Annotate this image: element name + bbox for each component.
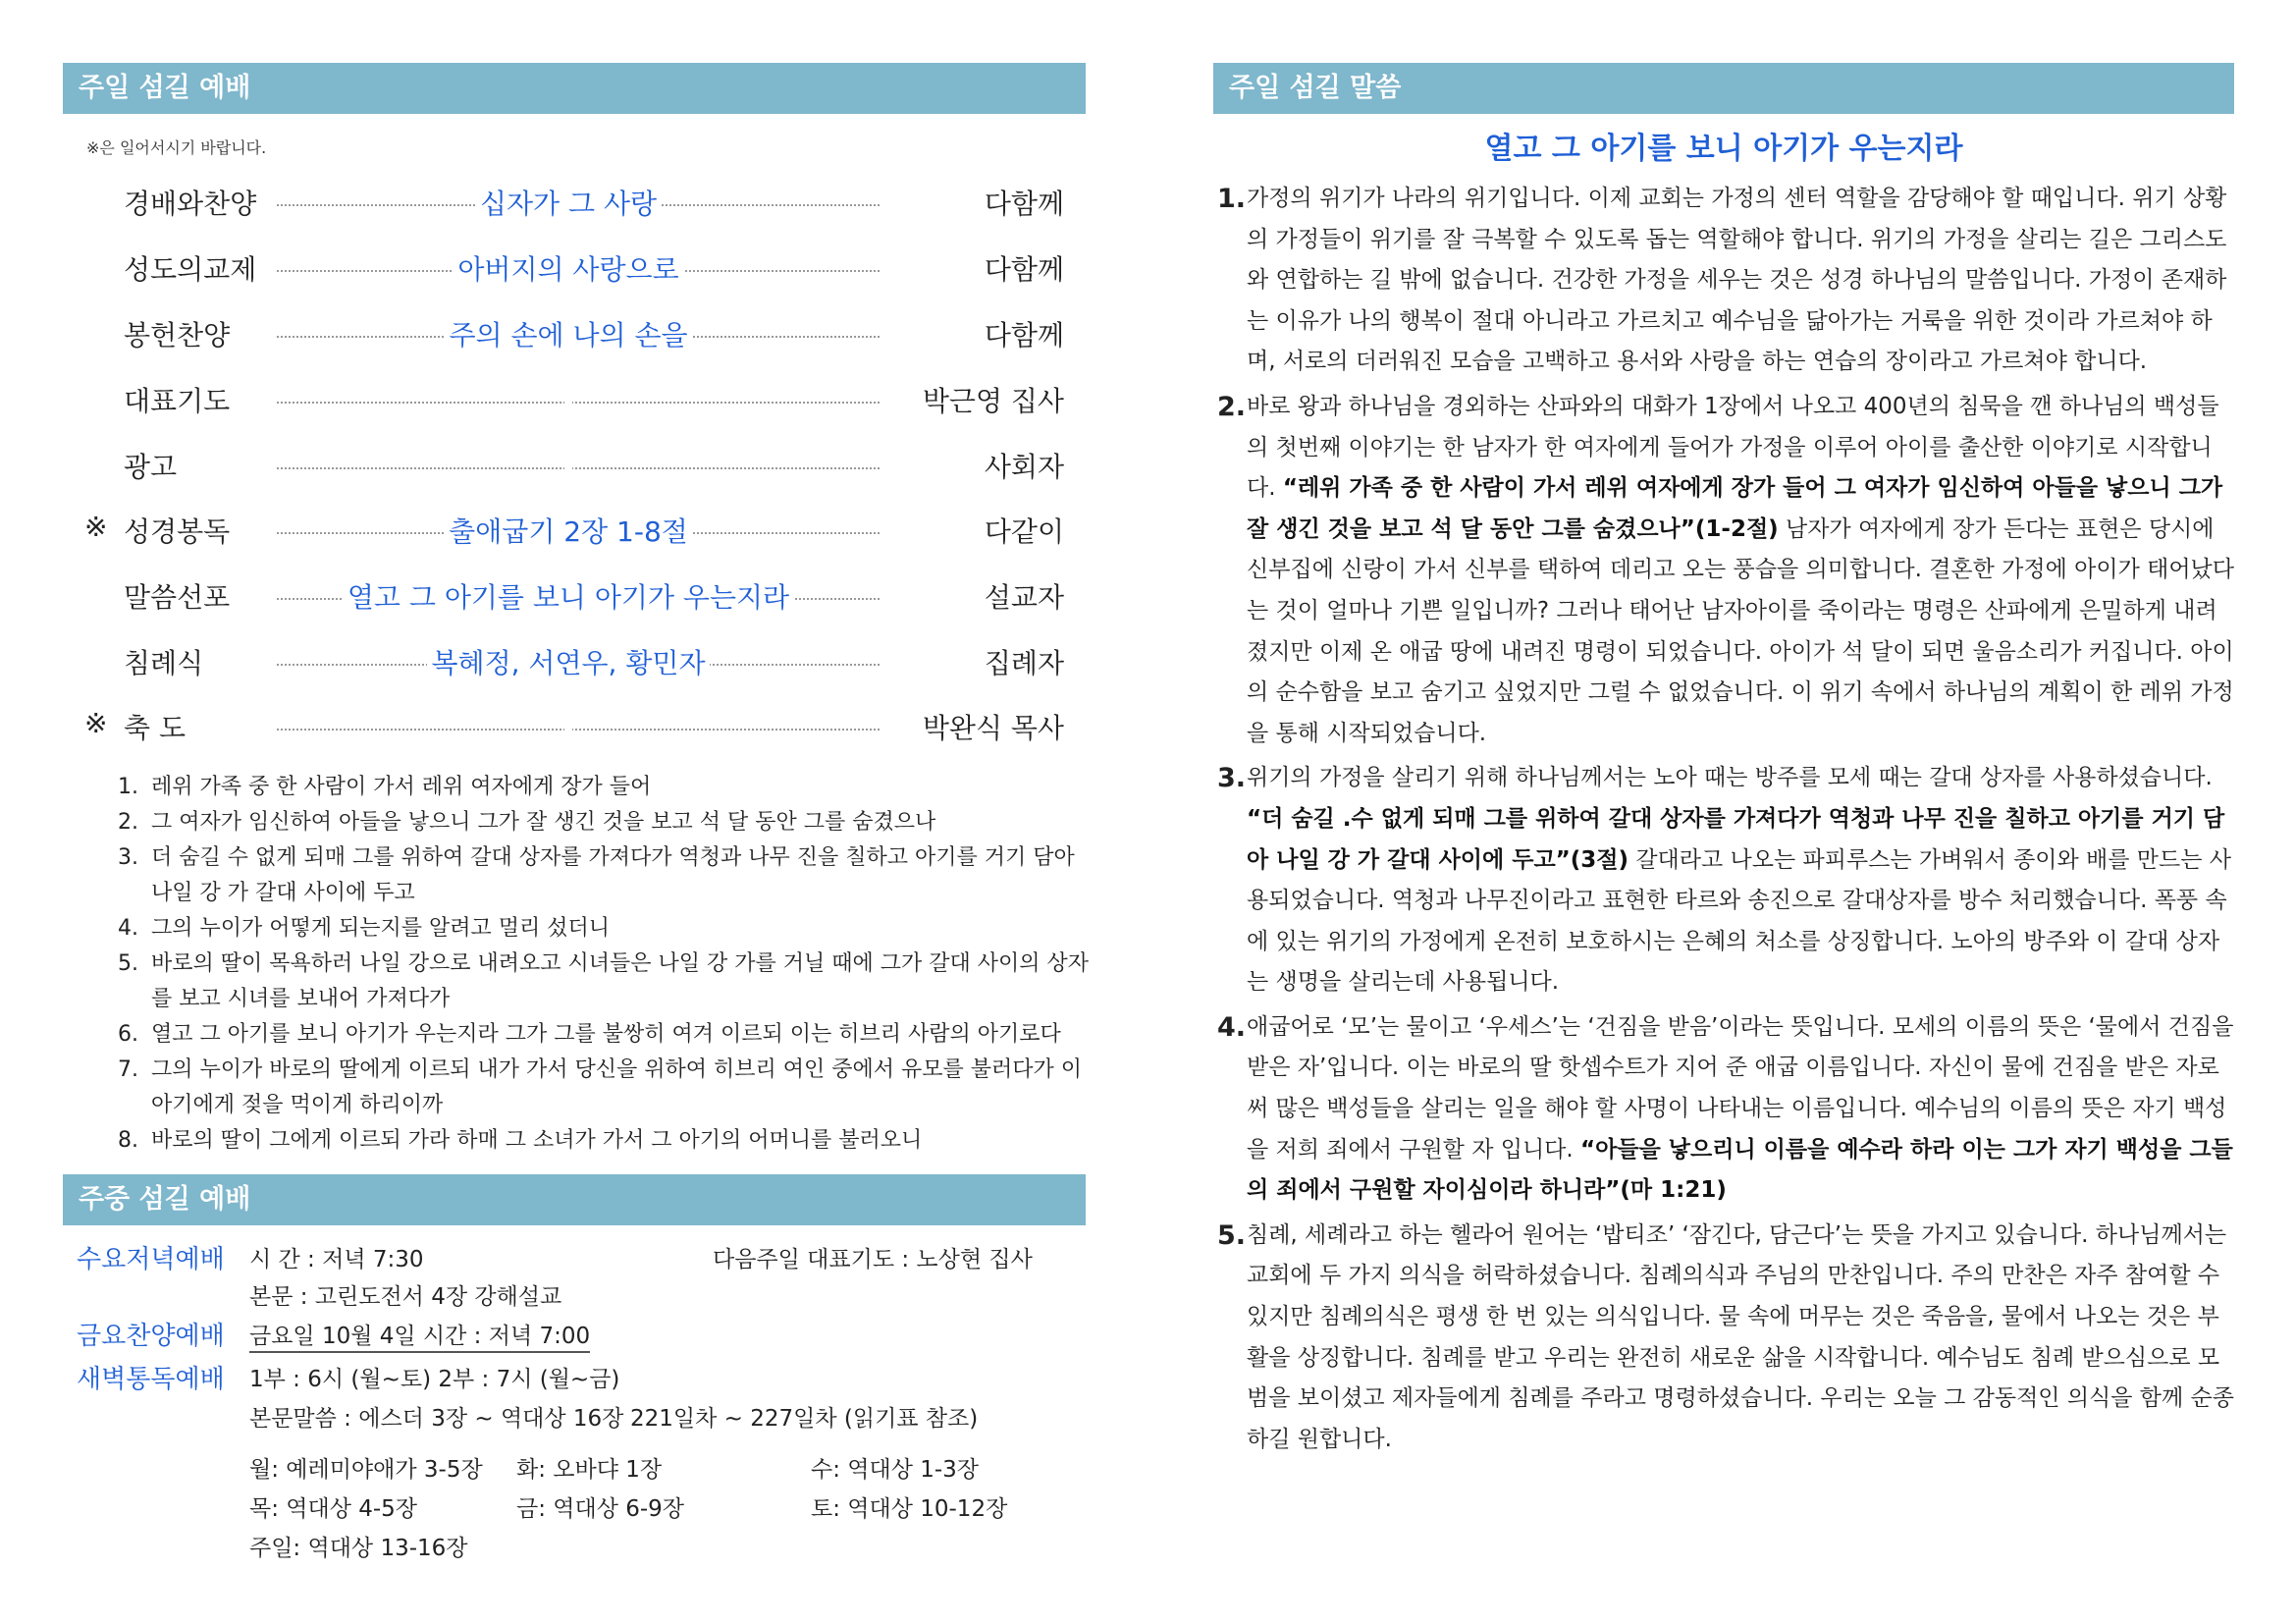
dawn-time: 1부 : 6시 (월~토) 2부 : 7시 (월~금) bbox=[249, 1367, 620, 1392]
point-number: 5. bbox=[1217, 1219, 1247, 1251]
scripture-quote: “아들을 낳으리니 이름을 예수라 하라 이는 그가 자기 백성을 그들의 죄에서 구원할 자이심이라 하니라”(마 1:21) bbox=[1247, 1136, 2233, 1204]
order-item-content bbox=[564, 707, 572, 739]
wednesday-service-label: 수요저녁예배 bbox=[77, 1245, 225, 1274]
verse-number: 3. bbox=[118, 845, 138, 870]
verse-text: 더 숨길 수 없게 되매 그를 위하여 갈대 상자를 가져다가 역청과 나무 진을 칠하고 아기를 거기 담아 나일 강 가 갈대 사이에 두고 bbox=[151, 845, 1075, 905]
sermon-point bbox=[1213, 758, 2234, 1003]
order-item-name: 경배와찬양 bbox=[124, 188, 257, 220]
scripture-quote: “더 숨길 .수 없게 되매 그를 위하여 갈대 상자를 가져다가 역청과 나무 진을 칠하고 아기를 거기 담아 나일 강 가 갈대 사이에 두고”(3절) bbox=[1247, 805, 2225, 873]
order-item-content: 주의 손에 나의 손을 bbox=[445, 319, 691, 352]
worship-order-row bbox=[63, 314, 1064, 353]
verse-text: 레위 가족 중 한 사람이 가서 레위 여자에게 장가 들어 bbox=[151, 775, 652, 799]
verse-text: 열고 그 아기를 보니 아기가 우는지라 그가 그를 불쌍히 여겨 이르되 이는 히브리 사람의 아기로다 bbox=[151, 1022, 1061, 1047]
worship-order-row bbox=[63, 642, 1064, 681]
order-item-name: 봉헌찬양 bbox=[124, 319, 231, 352]
worship-order-row bbox=[63, 511, 1064, 550]
point-number: 2. bbox=[1217, 391, 1247, 422]
point-text: 위기의 가정을 살리기 위해 하나님께서는 노아 때는 방주를 모세 때는 갈대 상자를 사용하셨습니다. bbox=[1247, 765, 2213, 791]
order-item-leader: 다함께 bbox=[984, 319, 1064, 352]
dawn-reading-range: 본문말씀 : 에스더 3장 ~ 역대상 16장 bbox=[249, 1406, 624, 1432]
order-item-content bbox=[564, 380, 572, 412]
scripture-quote: “레위 가족 중 한 사람이 가서 레위 여자에게 장가 들어 그 여자가 임신하여 아들을 낳으니 그가 잘 생긴 것을 보고 석 달 동안 그를 숨겼으나”(1-2절) bbox=[1247, 475, 2223, 542]
order-item-content bbox=[564, 446, 572, 478]
order-item-content: 출애굽기 2장 1-8절 bbox=[445, 515, 692, 548]
verse-text: 바로의 딸이 그에게 이르되 가라 하매 그 소녀가 가서 그 아기의 어머니를 불러오니 bbox=[151, 1128, 923, 1153]
point-text: 애굽어로 ‘모’는 물이고 ‘우세스’는 ‘건짐을 받음’이라는 뜻입니다. 모세의 이름의 뜻은 ‘물에서 건짐을 받은 자’입니다. 이는 바로의 딸 핫셉수트가 지어 준 애굽 이름입니다. 자신이 물에 건짐을 받은 자로써 많은 백성들을 살리는 일을 해야 할 사명이 나타내는 이름입니다. 예수님의 이름의 뜻은 자기 백성을 저희 죄에서 구원할 자 입니다. bbox=[1247, 1013, 2234, 1163]
verse-item bbox=[118, 947, 1099, 1017]
sermon-point bbox=[1213, 387, 2234, 754]
reading-fri: 금: 역대상 6-9장 bbox=[516, 1496, 685, 1522]
sermon-column bbox=[1213, 0, 2234, 1624]
friday-time: 금요일 10월 4일 시간 : 저녁 7:00 bbox=[249, 1324, 590, 1353]
verse-item bbox=[118, 1123, 1099, 1159]
point-text: 가정의 위기가 나라의 위기입니다. 이제 교회는 가정의 센터 역할을 감당해야 할 때입니다. 위기 상황의 가정들이 위기를 잘 극복할 수 있도록 돕는 역할해야 합니다. 위기의 가정을 살리는 길은 그리스도와 연합하는 길 밖에 없습니다. 건강한 가정을 세우는 것은 성경 하나님의 말씀입니다. 가정이 존재하는 이유가 나의 행복이 절대 아니라고 가르치고 예수님을 닮아가는 거룩을 위한 것이라 가르쳐야 하며, 서로의 더러워진 모습을 고백하고 용서와 사랑을 하는 연습의 장이라고 가르쳐야 합니다. bbox=[1247, 186, 2227, 375]
order-item-leader: 집례자 bbox=[984, 647, 1064, 679]
order-item-content: 복혜정, 서연우, 황민자 bbox=[427, 647, 709, 679]
order-item-leader: 박근영 집사 bbox=[922, 385, 1064, 417]
verse-text: 그의 누이가 어떻게 되는지를 알려고 멀리 섰더니 bbox=[151, 916, 611, 941]
order-item-leader: 다함께 bbox=[984, 253, 1064, 286]
verse-text: 바로의 딸이 목욕하러 나일 강으로 내려오고 시녀들은 나일 강 가를 거닐 때에 그가 갈대 사이의 상자를 보고 시녀를 보내어 가져다가 bbox=[151, 951, 1089, 1011]
worship-order-row bbox=[63, 446, 1064, 485]
sermon-points bbox=[1213, 179, 2234, 1464]
sermon-point bbox=[1213, 179, 2234, 383]
sermon-point bbox=[1213, 1216, 2234, 1461]
worship-order-row bbox=[63, 380, 1064, 419]
friday-service-label: 금요찬양예배 bbox=[77, 1322, 225, 1351]
order-item-content: 열고 그 아기를 보니 아기가 우는지라 bbox=[344, 581, 793, 614]
point-text: 바로 왕과 하나님을 경외하는 산파와의 대화가 1장에서 나오고 400년의 침묵을 깬 하나님의 백성들의 첫번째 이야기는 한 남자가 한 여자에게 들어가 가정을 이루어 아이를 출산한 이야기로 시작합니다. bbox=[1247, 393, 2219, 502]
point-text: 침례, 세례라고 하는 헬라어 원어는 ‘밥티조’ ‘잠긴다, 담근다’는 뜻을 가지고 있습니다. 하나님께서는 교회에 두 가지 의식을 허락하셨습니다. 침례의식과 주님의 만찬입니다. 주의 만찬은 자주 참여할 수 있지만 침례의식은 평생 한 번 있는 의식입니다. 물 속에 머무는 것은 죽음을, 물에서 나오는 것은 부활을 상징합니다. 침례를 받고 우리는 완전히 새로운 삶을 시작합니다. 예수님도 침례 받으심으로 모범을 보이셨고 제자들에게 침례를 주라고 명령하셨습니다. 우리는 오늘 그 감동적인 의식을 함께 순종하길 원합니다. bbox=[1247, 1221, 2234, 1452]
verse-item bbox=[118, 770, 1099, 805]
order-item-name: 성도의교제 bbox=[124, 253, 257, 286]
verse-item bbox=[118, 840, 1099, 911]
verse-text: 그 여자가 임신하여 아들을 낳으니 그가 잘 생긴 것을 보고 석 달 동안 그를 숨겼으나 bbox=[151, 810, 936, 835]
order-item-leader: 설교자 bbox=[984, 581, 1064, 614]
standing-mark: ※ bbox=[84, 511, 108, 543]
reading-sun: 주일: 역대상 13-16장 bbox=[249, 1536, 468, 1561]
order-item-name: 성경봉독 bbox=[124, 515, 231, 548]
worship-order-row bbox=[63, 183, 1064, 222]
verse-item bbox=[118, 911, 1099, 947]
point-text: 남자가 여자에게 장가 든다는 표현은 당시에 신부집에 신랑이 가서 신부를 택하여 데리고 오는 풍습을 의미합니다. 결혼한 가정에 아이가 태어났다는 것이 얼마나 기쁜 일입니까? 그러나 태어난 남자아이를 죽이라는 명령은 산파에게 은밀하게 내려졌지만 이제 온 애굽 땅에 내려진 명령이 되었습니다. 아이가 석 달이 되면 울음소리가 커집니다. 아이의 순수함을 보고 숨기고 싶었지만 그럴 수 없었습니다. 이 위기 속에서 하나님의 계획이 한 레위 가정을 통해 시작되었습니다. bbox=[1247, 515, 2234, 746]
order-item-content: 아버지의 사랑으로 bbox=[454, 253, 682, 286]
reading-tue: 화: 오바댜 1장 bbox=[516, 1457, 663, 1483]
verse-item bbox=[118, 1053, 1099, 1123]
worship-order-row bbox=[63, 576, 1064, 616]
order-item-leader: 박완식 목사 bbox=[922, 712, 1064, 744]
order-item-name: 말씀선포 bbox=[124, 581, 231, 614]
section-header-sunday-worship: 주일 섬길 예배 bbox=[63, 63, 1086, 114]
reading-sat: 토: 역대상 10-12장 bbox=[811, 1496, 1008, 1522]
reading-wed: 수: 역대상 1-3장 bbox=[811, 1457, 980, 1483]
section-header-weekday-worship: 주중 섬길 예배 bbox=[63, 1174, 1086, 1225]
order-item-name: 광고 bbox=[124, 451, 178, 483]
verse-text: 그의 누이가 바로의 딸에게 이르되 내가 가서 당신을 위하여 히브리 여인 중에서 유모를 불러다가 이 아기에게 젖을 먹이게 하리이까 bbox=[151, 1057, 1082, 1117]
verse-number: 1. bbox=[118, 775, 138, 799]
order-item-leader: 다같이 bbox=[984, 515, 1064, 548]
standing-mark: ※ bbox=[84, 707, 108, 739]
standing-note: ※은 일어서시기 바랍니다. bbox=[86, 138, 267, 157]
scripture-verses bbox=[118, 770, 1099, 1159]
order-item-name: 침례식 bbox=[124, 647, 204, 679]
point-number: 1. bbox=[1217, 184, 1247, 214]
point-number: 4. bbox=[1217, 1011, 1247, 1043]
next-prayer-leader: 다음주일 대표기도 : 노상현 집사 bbox=[713, 1247, 1033, 1272]
order-item-leader: 다함께 bbox=[984, 188, 1064, 220]
verse-number: 7. bbox=[118, 1057, 138, 1082]
dawn-service-label: 새벽통독예배 bbox=[77, 1365, 225, 1394]
verse-number: 4. bbox=[118, 916, 138, 941]
verse-number: 8. bbox=[118, 1128, 138, 1153]
order-item-content: 십자가 그 사랑 bbox=[476, 188, 661, 220]
worship-order-row bbox=[63, 707, 1064, 746]
point-number: 3. bbox=[1217, 763, 1247, 794]
sermon-point bbox=[1213, 1007, 2234, 1212]
verse-number: 2. bbox=[118, 810, 138, 835]
verse-item bbox=[118, 1017, 1099, 1053]
verse-number: 5. bbox=[118, 951, 138, 976]
section-header-sunday-sermon: 주일 섬길 말씀 bbox=[1213, 63, 2234, 114]
reading-thu: 목: 역대상 4-5장 bbox=[249, 1496, 418, 1522]
verse-item bbox=[118, 805, 1099, 840]
wednesday-text: 본문 : 고린도전서 4장 강해설교 bbox=[249, 1284, 562, 1310]
order-item-name: 축 도 bbox=[124, 712, 186, 744]
worship-order-row bbox=[63, 248, 1064, 288]
order-item-leader: 사회자 bbox=[984, 451, 1064, 483]
order-item-name: 대표기도 bbox=[124, 385, 231, 417]
verse-number: 6. bbox=[118, 1022, 138, 1047]
point-text: 갈대라고 나오는 파피루스는 가벼워서 종이와 배를 만드는 사용되었습니다. 역청과 나무진이라고 표현한 타르와 송진으로 갈대상자를 방수 처리했습니다. 폭풍 속에 있는 위기의 가정에게 온전히 보호하시는 은혜의 처소를 상징합니다. 노아의 방주와 이 갈대 상자는 생명을 살리는데 사용됩니다. bbox=[1247, 846, 2231, 996]
dawn-reading-days: 221일차 ~ 227일차 (읽기표 참조) bbox=[630, 1406, 979, 1432]
worship-order-column bbox=[63, 0, 1089, 1624]
reading-mon: 월: 예레미야애가 3-5장 bbox=[249, 1457, 483, 1483]
wednesday-time: 시 간 : 저녁 7:30 bbox=[249, 1247, 424, 1272]
sermon-title: 열고 그 아기를 보니 아기가 우는지라 bbox=[1484, 132, 1963, 166]
